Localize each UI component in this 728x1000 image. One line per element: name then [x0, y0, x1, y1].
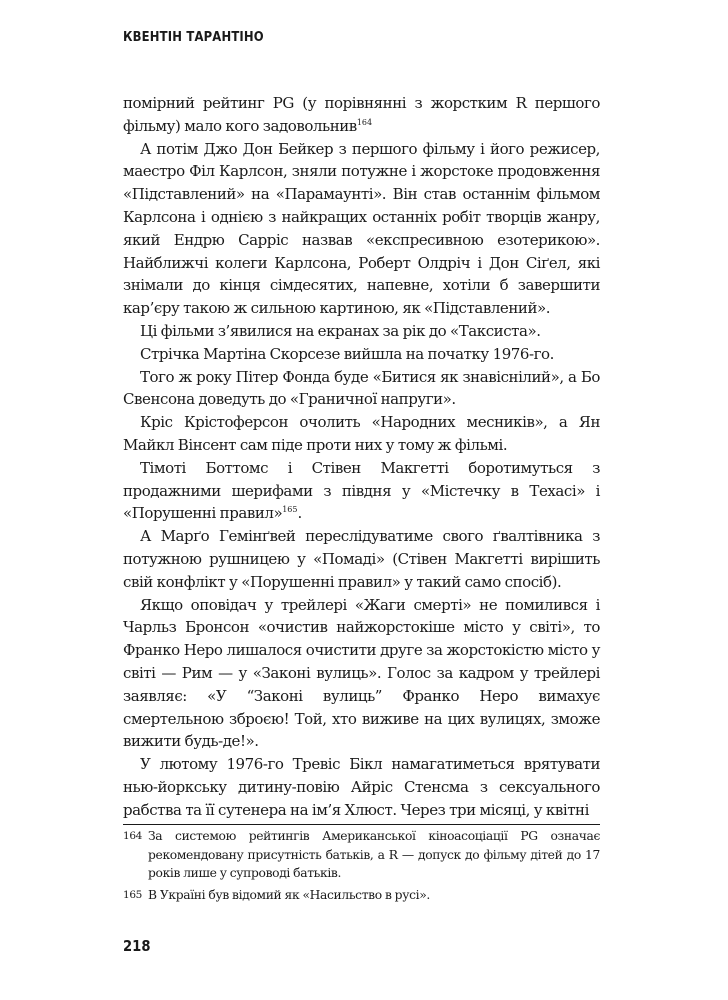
footnote-text: За системою рейтингів Американської кіноасоціації PG означає рекомендовану присутність батьків, а R — допуск до фільму дітей до 17 років лише у супроводі батьків.	[148, 829, 600, 881]
paragraph-text: Тімоті Боттомс і Стівен Макгетті боротимуться з продажними шерифами з півдня у «Містечку в Техасі» і «Порушенні правил»	[123, 458, 600, 523]
footnote	[123, 827, 600, 883]
footnote	[123, 886, 600, 905]
footnote-number: 164	[123, 830, 142, 842]
footnotes	[123, 824, 600, 904]
body-text	[123, 92, 600, 822]
paragraph: Стрічка Мартіна Скорсезе вийшла на початку 1976-го.	[140, 344, 554, 363]
paragraph	[123, 92, 600, 138]
paragraph: А потім Джо Дон Бейкер з першого фільму і його режисер, маестро Філ Карлсон, зняли потужне і жорстоке продовження «Підставлений» на «Парамаунті». Він став останнім фільмом Карлсона і однією з найкращих останніх робіт творців жанру, який Ендрю Сарріс назвав «експресивною езотерикою». Найближчі колеги Карлсона, Роберт Олдріч і Дон Сіґел, які знімали до кінця сімдесятих, напевне, хотіли б завершити кар’єру такою ж сильною картиною, як «Підставлений».	[123, 139, 600, 318]
paragraph: А Марґо Гемінґвей переслідуватиме свого ґвалтівника з потужною рушницею у «Помаді» (Стівен Макгетті вирішить свій конфлікт у «Порушенні правил» у такий само спосіб).	[123, 527, 600, 591]
running-head: КВЕНТІН ТАРАНТІНО	[123, 29, 264, 45]
paragraph: Того ж року Пітер Фонда буде «Битися як знавіснілий», а Бо Свенсона доведуть до «Граничної напруги».	[123, 367, 600, 409]
footnote-text: В Україні був відомий як «Насильство в русі».	[148, 887, 430, 902]
paragraph: Ці фільми з’явилися на екранах за рік до «Таксиста».	[140, 321, 541, 340]
paragraph: Якщо оповідач у трейлері «Жаги смерті» не помилився і Чарльз Бронсон «очистив найжорстокіше місто у світі», то Франко Неро лишалося очистити друге за жорстокістю місто у світі — Рим — у «Законі вулиць». Голос за кадром у трейлері заявляє: «У “Законі вулиць” Франко Неро вимахує смертельною зброєю! Той, хто виживе на цих вулицях, зможе вижити будь-де!».	[123, 595, 600, 751]
paragraph: У лютому 1976-го Тревіс Бікл намагатиметься врятувати нью-йоркську дитину-повію Айріс Стенсма з сексуального рабства та її сутенера на ім’я Хлюст. Через три місяці, у квітні	[123, 755, 600, 819]
page-number: 218	[123, 937, 151, 955]
paragraph	[123, 457, 600, 525]
footnote-ref: 164	[356, 117, 373, 127]
paragraph: Кріс Крістоферсон очолить «Народних месників», а Ян Майкл Вінсент сам піде проти них у тому ж фільмі.	[123, 413, 600, 454]
paragraph-text: помірний рейтинг PG (у порівнянні з жорстким R першого фільму) мало кого задовольнив	[123, 94, 600, 135]
footnote-number: 165	[123, 888, 142, 901]
footnote-ref: 165	[282, 505, 298, 515]
paragraph-tail: .	[297, 504, 302, 523]
